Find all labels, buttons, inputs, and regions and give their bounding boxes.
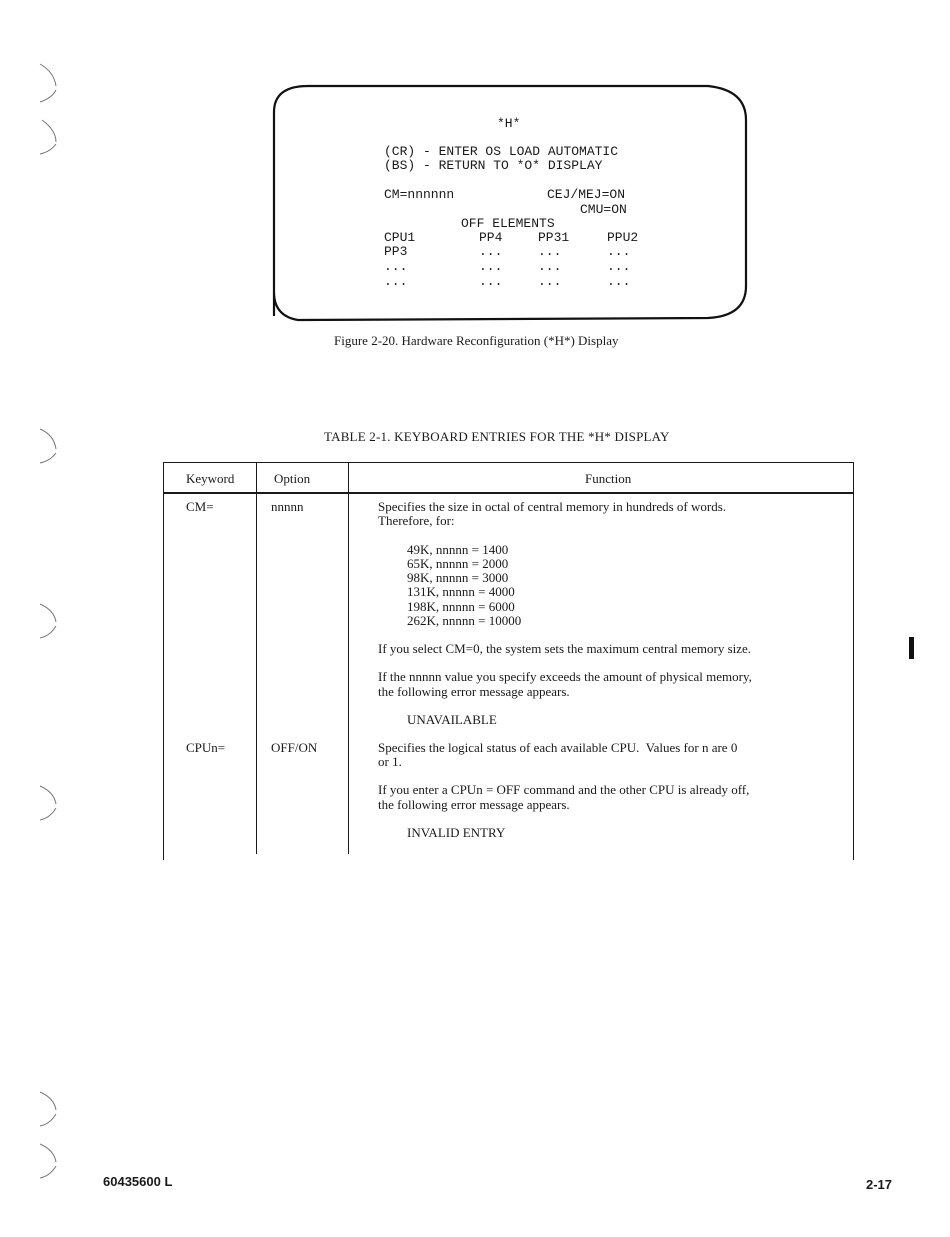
header-keyword: Keyword — [186, 471, 235, 486]
row-function-text: If you enter a CPUn = OFF command and the other CPU is already off, — [378, 782, 750, 797]
binder-hole-mark — [34, 425, 64, 470]
screen-cell: ... — [479, 244, 503, 259]
table-header-rule — [163, 492, 854, 494]
screen-line-bs: (BS) - RETURN TO *O* DISPLAY — [384, 158, 603, 173]
row-function-text: If you select CM=0, the system sets the maximum central memory size. — [378, 641, 752, 656]
screen-cell: ... — [607, 244, 631, 259]
row-option: OFF/ON — [271, 740, 318, 755]
screen-cell: CPU1 — [384, 230, 416, 245]
table-title: TABLE 2-1. KEYBOARD ENTRIES FOR THE *H* DISPLAY — [324, 429, 670, 444]
change-bar — [909, 637, 914, 659]
screen-cej: CEJ/MEJ=ON — [547, 187, 626, 202]
screen-cell: ... — [607, 274, 631, 289]
row-function-text: the following error message appears. — [378, 797, 570, 812]
row-function-text: Specifies the logical status of each available CPU. Values for n are 0 — [378, 740, 738, 755]
screen-cell: ... — [384, 259, 408, 274]
row-function-text: or 1. — [378, 754, 402, 769]
row-function-text: If the nnnnn value you specify exceeds the amount of physical memory, — [378, 669, 752, 684]
row-function-text: the following error message appears. — [378, 684, 570, 699]
row-function-text: Specifies the size in octal of central memory in hundreds of words. — [378, 499, 727, 514]
table-top-rule — [163, 462, 854, 463]
error-message: UNAVAILABLE — [407, 712, 497, 727]
binder-hole-mark — [34, 1088, 64, 1188]
binder-hole-mark — [34, 600, 64, 645]
row-keyword: CM= — [186, 499, 214, 514]
row-keyword: CPUn= — [186, 740, 226, 755]
row-option: nnnnn — [271, 499, 304, 514]
screen-cell: PP4 — [479, 230, 503, 245]
screen-cm: CM=nnnnnn — [384, 187, 455, 202]
screen-cell: ... — [384, 274, 408, 289]
screen-cell: ... — [479, 259, 503, 274]
binder-hole-mark — [34, 60, 64, 160]
value-line: 131K, nnnnn = 4000 — [407, 584, 515, 599]
doc-number: 60435600 L — [103, 1174, 173, 1189]
header-option: Option — [274, 471, 311, 486]
screen-title: *H* — [497, 116, 521, 131]
value-line: 262K, nnnnn = 10000 — [407, 613, 522, 628]
screen-cell: ... — [538, 274, 562, 289]
value-line: 198K, nnnnn = 6000 — [407, 599, 515, 614]
table-right-rule — [853, 462, 854, 860]
figure-caption: Figure 2-20. Hardware Reconfiguration (*H*) Display — [334, 333, 619, 348]
value-line: 98K, nnnnn = 3000 — [407, 570, 509, 585]
value-line: 49K, nnnnn = 1400 — [407, 542, 509, 557]
screen-cell: PPU2 — [607, 230, 639, 245]
screen-cell: ... — [607, 259, 631, 274]
screen-cell: PP3 — [384, 244, 408, 259]
error-message: INVALID ENTRY — [407, 825, 506, 840]
screen-cell: ... — [538, 244, 562, 259]
screen-cmu: CMU=ON — [580, 202, 627, 217]
screen-cell: ... — [479, 274, 503, 289]
table-left-rule — [163, 462, 164, 860]
table-col1-rule — [256, 462, 257, 854]
header-function: Function — [585, 471, 632, 486]
screen-cell: ... — [538, 259, 562, 274]
binder-hole-mark — [34, 782, 64, 827]
screen-cell: PP31 — [538, 230, 570, 245]
screen-off-elements: OFF ELEMENTS — [461, 216, 555, 231]
value-line: 65K, nnnnn = 2000 — [407, 556, 509, 571]
row-function-text: Therefore, for: — [378, 513, 455, 528]
table-col2-rule — [348, 462, 349, 854]
screen-line-cr: (CR) - ENTER OS LOAD AUTOMATIC — [384, 144, 619, 159]
page-number: 2-17 — [866, 1177, 893, 1192]
